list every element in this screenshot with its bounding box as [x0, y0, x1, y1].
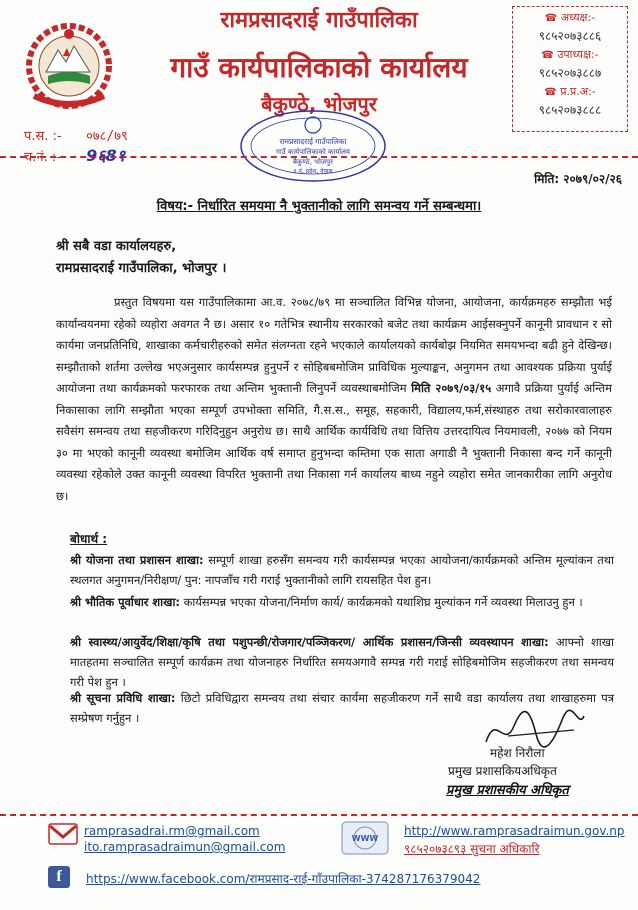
cn-value: 9६8१ [86, 146, 126, 165]
website-link[interactable]: http://www.ramprasadraimun.gov.np [404, 824, 625, 838]
contact-title: ☎ अध्यक्ष:- [544, 11, 596, 24]
stamp-line-4: १ नं. प्रदेश, नेपाल [293, 168, 333, 175]
bodhartha-text: छिटो प्रविधिद्वारा समन्वय तथा संचार कार्यमा सहजीकरण गर्ने साथै वडा कार्यालय तथा शाखाहरुमा पत्र सम्प्रेषण गर्नुहुन । [70, 691, 615, 725]
body-deadline-date: मिति २०७९/०३/१५ [411, 381, 492, 395]
contact-number: ९८५२०७३८८८ [538, 103, 602, 117]
signatory-name: महेश निरौला [490, 746, 545, 760]
facebook-icon: f [48, 866, 70, 888]
stamp-line-3: बैकुण्ठे, भोजपुर [293, 158, 333, 166]
contact-box [512, 6, 628, 132]
email-link-1[interactable]: ramprasadrai.rm@gmail.com [84, 824, 260, 838]
cn-label: च.नं. :- [24, 150, 61, 165]
phone-icon: ☎ [544, 13, 558, 24]
letter-body [56, 292, 612, 507]
bodhartha-head: श्री सूचना प्रविधि शाखा: [70, 691, 176, 705]
bodhartha-head: श्री योजना तथा प्रशासन शाखा: [70, 553, 204, 567]
footer-divider [0, 814, 638, 816]
contact-number: ९८५२०७३८८६ [538, 29, 602, 43]
signatory-post: प्रमुख प्रशासकियअधिकृत [448, 764, 557, 778]
body-part-2: अगावै प्रक्रिया पुर्याई अन्तिम निकासाका लागि सम्झौता भएका सम्पूर्ण उपभोक्ता समिति, गै.स.स., समूह, सहकारी, विद्यालय,फर्म,संस्थाहरु तथा सरोकारवालाहरु सवैसंग समन्वय तथा सहजीकरण गरिदिनुहुन अनुरोध छ। साथै आर्थिक कार्यविधि तथा वित्तिय उत्तरदायित्व नियमावली, २०७७ को नियम ३० मा भएको कानूनी व्यवस्था बमोजिम आर्थिक वर्ष समाप्त हुनुभन्दा कम्तिमा एक साता अगाडी नै भुक्तानी निकासा बन्द गर्ने कानूनी व्यवस्था रहेकोले उक्त कानूनी व्यवस्था विपरित भुक्तानी तथा निकासा गर्न कार्यालय बाध्य नहुने व्यहोरा समेत जानकारीका लागि अनुरोध छ। [56, 381, 612, 503]
bodhartha-title: बोधार्थ : [70, 532, 108, 546]
stamp-line-1: रामप्रसादराई गाउँपालिका [279, 137, 347, 146]
bodhartha-text: कार्यसम्पन्न भएका योजना/निर्माण कार्य/ कार्यक्रमको यथाशिघ्र मुल्यांकन गर्ने व्यवस्था मिलाउनु हुन । [183, 595, 583, 609]
info-officer-phone: ९८५२०७३८९३ सुचना अधिकारि [404, 842, 540, 856]
municipality-name: रामप्रसादराई गाउँपालिका [220, 8, 418, 33]
office-stamp [238, 108, 388, 184]
bodhartha-item [70, 592, 614, 612]
phone-icon: ☎ [544, 87, 557, 98]
email-link-2[interactable]: ito.ramprasadraimun@gmail.com [84, 840, 286, 854]
bodhartha-head: श्री भौतिक पूर्वाधार शाखा: [70, 595, 180, 609]
contact-number: ९८५२०७३८८७ [538, 66, 602, 80]
body-part-1: प्रस्तुत विषयमा यस गाउँपालिकामा आ.व. २०७८/७९ मा सञ्चालित विभिन्न योजना, आयोजना, कार्यक्रमहरु सम्झौता भई कार्यान्वयनमा रहेको व्यहोरा अवगत नै छ। असार १० गतेभित्र स्थानीय सरकारको बजेट तथा कार्यक्रम आईसक्नुपर्ने कानूनी प्रावधान र सो कार्यमा जनप्रतिनिधि, शाखाका कर्मचारीहरुको समेत संलग्नता रहने भएकाले कार्यालयको कार्यबोझ नियमित समयभन्दा बढी हुने देखिन्छ। सम्झौताको शर्तमा उल्लेख भएअनुसार कार्यसम्पन्न हुनुपर्ने र सोहिबबमोजिम प्राविधिक मुल्याङ्कन, अनुगमन तथा आवश्यक प्रक्रिया पुर्याई आयोजना तथा कार्यक्रमको फरफारक तथा अन्तिम भुक्तानी लिनुपर्ने व्यवस्थाबमोजिम [56, 295, 612, 395]
office-location: बैकुण्ठे, भोजपुर [261, 92, 377, 116]
header-divider [0, 156, 638, 158]
bodhartha-head: श्री स्वास्थ्य/आयुर्वेद/शिक्षा/कृषि तथा पशुपन्छी/रोजगार/पञ्जिकरण/ आर्थिक प्रशासन/जिन्सी व्यवस्थापन शाखा: [70, 635, 549, 649]
letter-subject: विषय:- निर्धारित समयमा नै भुक्तानीको लागि समन्वय गर्ने सम्बन्धमा। [156, 199, 482, 214]
gmail-icon [48, 822, 78, 846]
bodhartha-item [70, 632, 614, 692]
ps-ref [24, 126, 128, 144]
facebook-link[interactable]: https://www.facebook.com/रामप्रसाद-राई-गाँउपालिका-374287176379042 [86, 872, 481, 886]
addressee-line-1: श्री सबै वडा कार्यालयहरु, [56, 239, 177, 254]
contact-title: ☎ प्र.प्र.अ:- [544, 85, 596, 98]
phone-icon: ☎ [541, 50, 554, 61]
contact-title: ☎ उपाध्यक्ष:- [541, 48, 599, 61]
cn-ref [24, 144, 125, 166]
bodhartha-text: सम्पूर्ण शाखा हरुसँग समन्वय गरी कार्यसम्पन्न भएका आयोजना/कार्यक्रमको अन्तिम मूल्यांकन तथा स्थलगत अनुगमन/निरीक्षण/ पुन: नापजाँच गरी गराई भुक्तानीको लागि रायसहित पेश हुन। [70, 553, 614, 587]
office-name: गाउँ कार्यपालिकाको कार्यालय [170, 51, 468, 84]
bodhartha-text: आफ्नो शाखा मातहतमा सञ्चालित सम्पूर्ण कार्यक्रम तथा योजनाहरु निर्धारित समयअगावै सम्पन्न गरी गराई सोहिबमोजिम सहजीकरण तथा समन्वय गरी पेश हुन । [70, 635, 614, 689]
svg-text:WWW: WWW [351, 834, 379, 843]
stamp-line-2: गाउँ कार्यपालिकाको कार्यालय [276, 148, 350, 156]
addressee-line-2: रामप्रसादराई गाउँपालिका, भोजपुर । [56, 261, 227, 276]
globe-www-icon [340, 820, 390, 856]
ps-label: प.स. :- [24, 129, 62, 144]
ps-value: ०७८/७९ [86, 129, 128, 144]
letter-date: मिति: २०७९/०२/२६ [534, 172, 622, 186]
signatory-stamp: प्रमुख प्रशासकीय अधिकृत [446, 783, 569, 798]
bodhartha-item [70, 550, 614, 590]
